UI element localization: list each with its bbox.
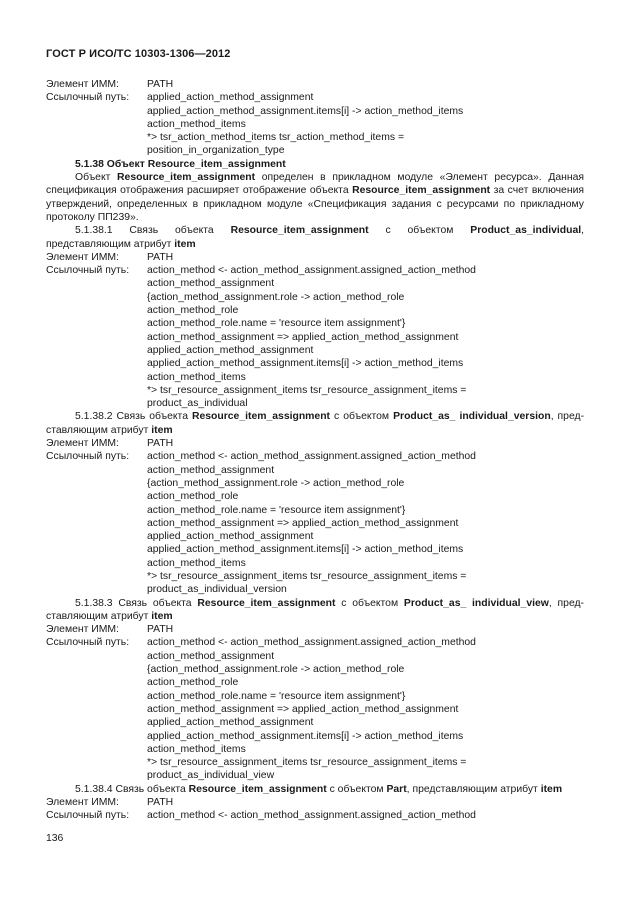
reference-path-label: Ссылочный путь: <box>46 810 130 822</box>
aim-element-value: PATH <box>147 79 174 90</box>
aim-element-value: PATH <box>147 251 174 263</box>
subsection-text: ставляющим атрибут <box>46 610 149 622</box>
reference-path-line: *> tsr_resource_assignment_items tsr_resource_assignment_items = <box>147 384 467 396</box>
subsection-text: , пред- <box>550 411 585 423</box>
target-entity-name: Product_as_ individual_view <box>403 597 549 609</box>
reference-path-line: applied_action_method_assignment <box>147 717 314 729</box>
entity-name: Resource_item_assignment <box>197 597 336 609</box>
reference-path-line: applied_action_method_assignment <box>147 92 314 104</box>
reference-path-row <box>46 636 584 649</box>
aim-element-label: Элемент ИММ: <box>46 251 119 263</box>
subsection-heading <box>46 410 584 437</box>
reference-path-line: action_method <- action_method_assignment.assigned_action_method <box>147 810 476 822</box>
aim-element-label: Элемент ИММ: <box>46 624 119 636</box>
subsection-text: ставляющим атрибут <box>46 424 149 436</box>
aim-element-row <box>46 437 584 450</box>
subsection-text: с объектом <box>329 783 384 795</box>
subsection-number: 5.1.38.2 Связь объекта <box>75 411 188 423</box>
reference-path-line: action_method_role.name = 'resource item assignment'} <box>147 504 406 516</box>
section-number: 5.1.38 <box>75 158 104 170</box>
subsection-text: , представляющим атрибут <box>46 225 585 250</box>
attribute-name: item <box>151 424 173 436</box>
subsection-text: , пред- <box>548 597 585 609</box>
target-entity-name: Part <box>386 783 407 795</box>
reference-path-label: Ссылочный путь: <box>46 451 130 463</box>
reference-path-row <box>46 450 584 463</box>
reference-path-line: action_method_role <box>147 491 239 503</box>
reference-path-line: *> tsr_resource_assignment_items tsr_resource_assignment_items = <box>147 757 467 769</box>
reference-path-line: action_method_role <box>147 305 239 317</box>
reference-path-label: Ссылочный путь: <box>46 637 130 649</box>
aim-element-row <box>46 796 584 809</box>
reference-path-line: applied_action_method_assignment <box>147 531 314 543</box>
attribute-name: item <box>540 783 563 795</box>
reference-path-line: action_method_assignment <box>147 464 275 476</box>
reference-path-row <box>46 264 584 277</box>
aim-element-value: PATH <box>147 438 174 450</box>
reference-path-line: product_as_individual_view <box>147 770 275 782</box>
reference-path-row <box>46 809 584 822</box>
aim-element-row <box>46 623 584 636</box>
reference-path-line: action_method_assignment => applied_action_method_assignment <box>147 703 459 715</box>
entity-name: Resource_item_assignment <box>230 225 369 237</box>
entity-name: Resource_item_assignment <box>117 172 256 184</box>
attribute-name: item <box>174 238 196 250</box>
subsection-text: с объектом <box>341 597 399 609</box>
target-entity-name: Product_as_ individual_version <box>393 411 551 423</box>
subsection-heading <box>46 597 584 624</box>
reference-path-row <box>46 91 584 104</box>
aim-element-label: Элемент ИММ: <box>46 79 119 90</box>
reference-path-line: product_as_individual <box>147 398 248 410</box>
subsection-number: 5.1.38.1 Связь объекта <box>75 225 214 237</box>
section-entity-name: Resource_item_assignment <box>147 158 286 170</box>
entity-name: Resource_item_assignment <box>188 783 327 795</box>
subsection-heading <box>46 224 584 251</box>
reference-path-line: action_method_assignment <box>147 650 275 662</box>
page-header: ГОСТ Р ИСО/ТС 10303-1306—2012 <box>46 48 231 60</box>
reference-path-line: action_method <- action_method_assignment.assigned_action_method <box>147 637 476 649</box>
paragraph-text: за счет включения утверждений, определенных в прикладном модуле «Спецификация задания с ресурсами по прикладному протоколу ПП239». <box>46 185 585 223</box>
target-entity-name: Product_as_individual <box>470 225 582 237</box>
paragraph-text: определен в прикладном модуле «Элемент ресурса». Данная спецификация отображения расширяет отображение объекта <box>46 172 585 197</box>
subsection-text: , представляющим атрибут <box>406 783 538 795</box>
reference-path-line: action_method_assignment <box>147 278 275 290</box>
subsection-text: с объектом <box>334 411 390 423</box>
subsection-heading <box>46 783 584 796</box>
reference-path-line: action_method <- action_method_assignment.assigned_action_method <box>147 265 476 277</box>
reference-path-line: action_method_items <box>147 118 246 130</box>
reference-path-line: action_method <- action_method_assignment.assigned_action_method <box>147 451 476 463</box>
subsection-text: с объектом <box>385 225 454 237</box>
reference-path-line: action_method_items <box>147 557 246 569</box>
subsection-number: 5.1.38.3 Связь объекта <box>75 597 192 609</box>
reference-path-label: Ссылочный путь: <box>46 92 130 104</box>
section-paragraph <box>46 171 584 224</box>
reference-path-line: action_method_assignment => applied_action_method_assignment <box>147 517 459 529</box>
entity-name: Resource_item_assignment <box>352 185 491 197</box>
section-heading <box>46 158 584 171</box>
reference-path-line: action_method_items <box>147 371 246 383</box>
aim-element-row <box>46 78 584 91</box>
aim-element-value: PATH <box>147 797 174 809</box>
reference-path-line: action_method_assignment => applied_action_method_assignment <box>147 331 459 343</box>
reference-path-line: applied_action_method_assignment.items[i] -> action_method_items <box>147 730 464 742</box>
reference-path-line: action_method_role <box>147 677 239 689</box>
reference-path-line: {action_method_assignment.role -> action_method_role <box>147 477 405 489</box>
entity-name: Resource_item_assignment <box>191 411 331 423</box>
page-number: 136 <box>46 833 64 844</box>
reference-path-line: {action_method_assignment.role -> action_method_role <box>147 291 405 303</box>
aim-element-row <box>46 251 584 264</box>
reference-path-line: action_method_role.name = 'resource item assignment'} <box>147 690 406 702</box>
aim-element-label: Элемент ИММ: <box>46 438 119 450</box>
page-content <box>46 78 584 823</box>
reference-path-line: applied_action_method_assignment.items[i] -> action_method_items <box>147 358 464 370</box>
section-heading-word: Объект <box>106 158 145 170</box>
reference-path-line: action_method_items <box>147 743 246 755</box>
reference-path-label: Ссылочный путь: <box>46 265 130 277</box>
reference-path-line: applied_action_method_assignment.items[i] -> action_method_items <box>147 105 464 117</box>
reference-path-line: product_as_individual_version <box>147 584 287 596</box>
reference-path-line: applied_action_method_assignment <box>147 344 314 356</box>
reference-path-line: *> tsr_resource_assignment_items tsr_resource_assignment_items = <box>147 570 467 582</box>
subsection-number: 5.1.38.4 Связь объекта <box>75 783 186 795</box>
reference-path-line: {action_method_assignment.role -> action_method_role <box>147 664 405 676</box>
reference-path-line: action_method_role.name = 'resource item assignment'} <box>147 318 406 330</box>
reference-path-line: applied_action_method_assignment.items[i] -> action_method_items <box>147 544 464 556</box>
aim-element-value: PATH <box>147 624 174 636</box>
aim-element-label: Элемент ИММ: <box>46 797 119 809</box>
paragraph-text: Объект <box>75 172 111 184</box>
attribute-name: item <box>151 610 173 622</box>
reference-path-line: position_in_organization_type <box>147 145 285 157</box>
reference-path-line: *> tsr_action_method_items tsr_action_method_items = <box>147 132 405 144</box>
